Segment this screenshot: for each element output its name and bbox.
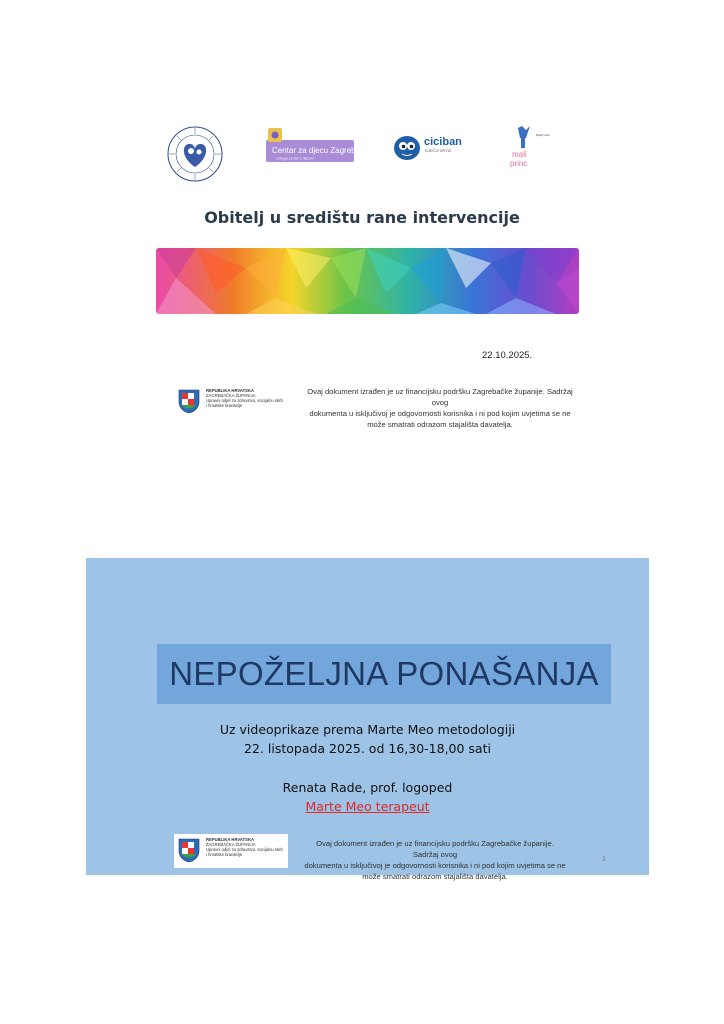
slide-2: [86, 558, 649, 875]
county-line-2: ZAGREBAČKA ŽUPANIJA: [206, 393, 256, 398]
document-date: 22.10.2025.: [482, 350, 533, 361]
county-line-4: i hrvatske branitelje: [206, 403, 243, 408]
slide2-subtitle-1: Uz videoprikaze prema Marte Meo metodologiji: [219, 722, 516, 737]
heart-family-icon: [166, 125, 224, 183]
slide2-funding-disclaimer: [304, 838, 566, 882]
disclaimer-line-3: može smatrati odrazom stajališta davatelja.: [367, 420, 513, 429]
disclaimer-line-1: Ovaj dokument izrađen je uz financijsku podršku Zagrebačke županije. Sadržaj ovog: [307, 387, 573, 407]
disclaimer-line-3: može smatrati odrazom stajališta davatelja.: [362, 872, 508, 881]
slide2-county-footer: [174, 834, 288, 868]
presenter-name: Renata Rade, prof. logoped: [282, 780, 453, 795]
mali-princ-logo: [506, 124, 558, 170]
county-line-3: Upravni odjel za zdravstvo, socijalnu skrb: [206, 398, 283, 403]
slide1-title: Obitelj u središtu rane intervencije: [204, 208, 520, 227]
logo2-subtext: Udruga za rad s djecom: [276, 156, 315, 161]
slide2-title-bar: [157, 644, 611, 704]
colorful-polygon-banner: [156, 248, 579, 314]
disclaimer-line-2: dokumenta u isključivoj je odgovornosti korisnika i ni pod kojim uvjetima se ne: [304, 861, 566, 870]
county-line-1: REPUBLIKA HRVATSKA: [206, 388, 255, 393]
funding-disclaimer: [300, 386, 580, 430]
county-line-1: REPUBLIKA HRVATSKA: [206, 837, 255, 842]
early-intervention-association-logo: [166, 125, 224, 183]
logo3-text: ciciban: [424, 136, 462, 148]
logo2-text: Centar za djecu Zagreb: [272, 146, 356, 155]
county-footer: [178, 388, 283, 414]
county-line-2: ZAGREBAČKA ŽUPANIJA: [206, 842, 256, 847]
logo4-subtext: Dječji vrtić: [536, 133, 550, 137]
svg-text:princ: princ: [510, 159, 528, 168]
county-line-3: Upravni odjel za zdravstvo, socijalnu skrb: [206, 847, 283, 852]
page-number: 2: [602, 856, 606, 863]
presenter-role-link[interactable]: Marte Meo terapeut: [305, 799, 430, 814]
disclaimer-line-2: dokumenta u isključivoj je odgovornosti korisnika i ni pod kojim uvjetima se ne: [309, 409, 571, 418]
ciciban-logo: [392, 128, 468, 164]
county-crest-icon: [178, 837, 200, 863]
slide2-subtitle-2: 22. listopada 2025. od 16,30-18,00 sati: [244, 741, 491, 756]
logo3-subtext: DJEČJI VRTIĆ: [425, 148, 452, 153]
slide2-title: NEPOŽELJNA PONAŠANJA: [169, 655, 599, 692]
logo4-text: mali: [512, 150, 527, 159]
county-line-4: i hrvatske branitelje: [206, 852, 243, 857]
county-crest-icon: [178, 388, 200, 414]
disclaimer-line-1: Ovaj dokument izrađen je uz financijsku podršku Zagrebačke županije. Sadržaj ovog: [316, 839, 554, 859]
centar-za-djecu-logo: [266, 128, 356, 166]
